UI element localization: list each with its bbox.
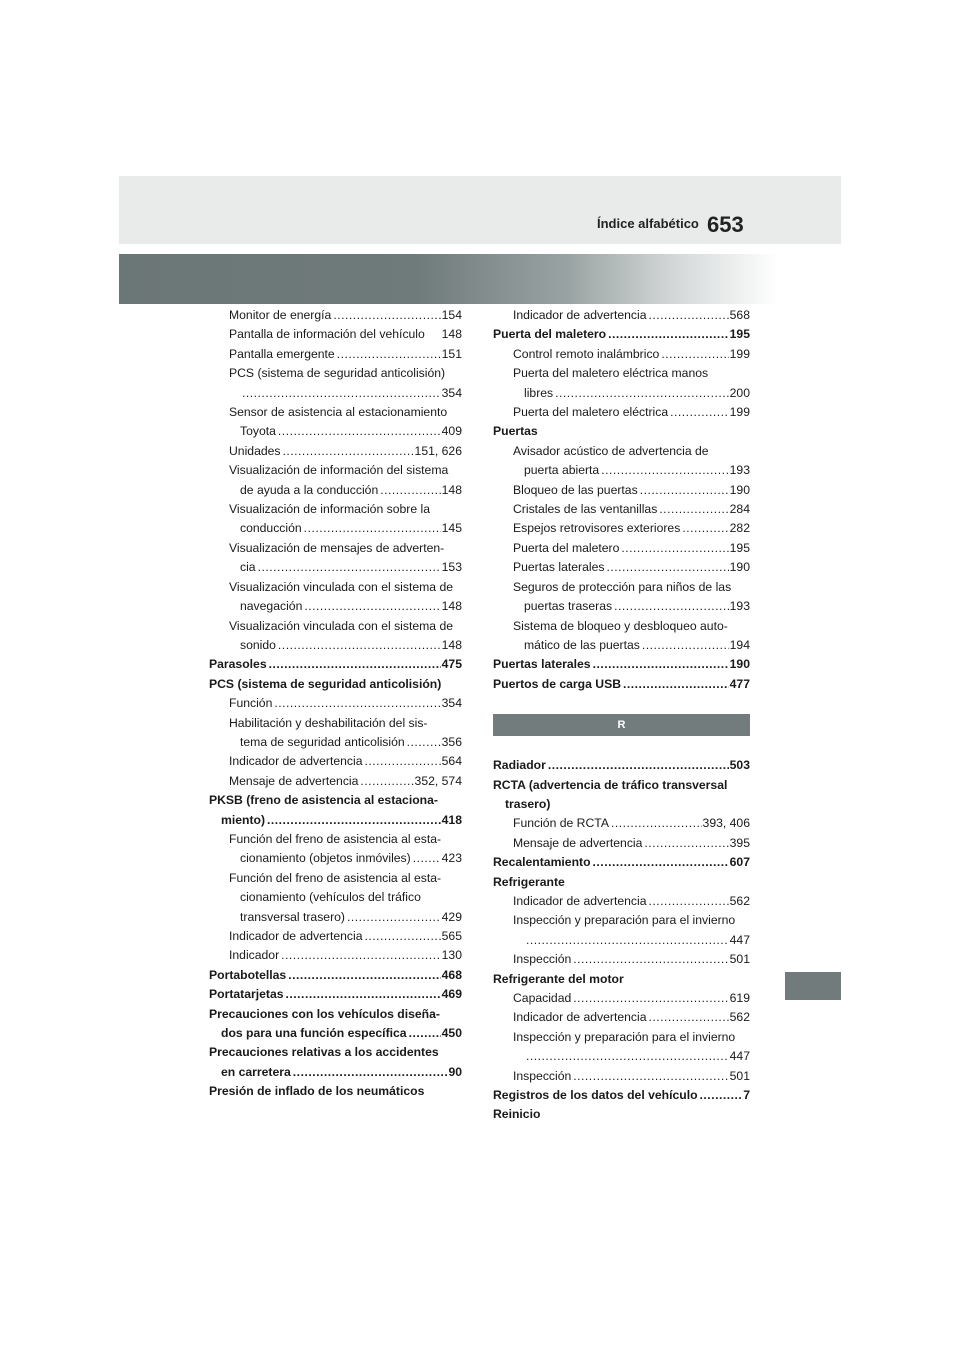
index-subentry xyxy=(493,911,750,930)
index-subentry xyxy=(209,733,462,752)
entry-text: Unidades xyxy=(229,443,281,458)
dot-leader xyxy=(648,1008,728,1027)
entry-text: Espejos retrovisores exteriores xyxy=(513,521,681,536)
entry-text: Habilitación y deshabilitación del sis- xyxy=(229,715,428,730)
dot-leader xyxy=(661,345,728,364)
index-subentry xyxy=(493,892,750,911)
index-subentry xyxy=(209,539,462,558)
dot-leader xyxy=(700,1086,743,1105)
entry-text: puertas traseras xyxy=(524,599,613,614)
page-ref: 148 xyxy=(441,327,462,342)
page-ref: 356 xyxy=(441,734,462,749)
dot-leader xyxy=(269,655,441,674)
entry-text: Avisador acústico de advertencia de xyxy=(513,443,709,458)
index-subentry xyxy=(493,558,750,577)
dot-leader xyxy=(601,461,728,480)
entry-text: Refrigerante xyxy=(493,874,565,889)
entry-text: Puerta del maletero xyxy=(493,327,607,342)
entry-text: Indicador de advertencia xyxy=(513,893,647,908)
page-ref: 469 xyxy=(441,987,462,1002)
index-subentry xyxy=(209,558,462,577)
section-title: Índice alfabético xyxy=(597,216,699,231)
page-ref: 450 xyxy=(441,1026,462,1041)
page-ref: 151 xyxy=(441,346,462,361)
index-subentry xyxy=(209,578,462,597)
dot-leader xyxy=(555,384,729,403)
index-subentry xyxy=(493,597,750,616)
page-ref: 354 xyxy=(441,696,462,711)
index-subentry xyxy=(493,442,750,461)
entry-text: cionamiento (vehículos del tráfico xyxy=(240,890,421,905)
dot-leader xyxy=(606,558,728,577)
index-subentry xyxy=(209,908,462,927)
index-subentry xyxy=(209,442,462,461)
entry-text: RCTA (advertencia de tráfico transversal xyxy=(493,777,728,792)
entry-text: Sensor de asistencia al estacionamiento xyxy=(229,405,448,420)
page-ref: 501 xyxy=(729,1068,750,1083)
page-ref: 447 xyxy=(729,1049,750,1064)
index-entry xyxy=(209,1005,462,1024)
index-subentry xyxy=(209,617,462,636)
section-header-r: R xyxy=(493,714,750,736)
page-ref: 607 xyxy=(729,855,750,870)
index-entry xyxy=(209,675,462,694)
entry-text: Portatarjetas xyxy=(209,987,284,1002)
entry-text: Puertos de carga USB xyxy=(493,676,622,691)
entry-text: Indicador de advertencia xyxy=(513,308,647,322)
index-subentry xyxy=(493,306,750,325)
dot-leader xyxy=(293,1063,448,1082)
entry-text: Visualización de mensajes de adverten- xyxy=(229,540,445,555)
index-entry xyxy=(493,1105,750,1124)
index-subentry xyxy=(493,461,750,480)
entry-text: Bloqueo de las puertas xyxy=(513,482,638,497)
entry-text: Inspección y preparación para el invierno xyxy=(513,1029,736,1044)
page-ref: 423 xyxy=(441,851,462,866)
entry-text: Pantalla emergente xyxy=(229,346,335,361)
dot-leader xyxy=(593,853,729,872)
page-ref: 7 xyxy=(743,1088,750,1103)
index-column-left xyxy=(209,306,462,1102)
index-entry xyxy=(493,776,750,795)
page-ref: 418 xyxy=(441,812,462,827)
index-subentry xyxy=(493,539,750,558)
page-ref: 564 xyxy=(441,754,462,769)
entry-text: Visualización de información sobre la xyxy=(229,502,430,517)
index-subentry xyxy=(493,989,750,1008)
dot-leader xyxy=(267,811,441,830)
entry-text: Puertas laterales xyxy=(513,560,605,575)
index-subentry xyxy=(209,830,462,849)
entry-text: Función del freno de asistencia al esta- xyxy=(229,870,442,885)
index-subentry xyxy=(209,306,462,325)
index-subentry xyxy=(209,422,462,441)
index-subentry xyxy=(209,772,462,791)
page-ref: 153 xyxy=(441,560,462,575)
dot-leader xyxy=(573,950,728,969)
entry-text: Refrigerante del motor xyxy=(493,971,624,986)
index-subentry xyxy=(493,364,750,383)
index-subentry xyxy=(493,814,750,833)
index-subentry xyxy=(493,1028,750,1047)
index-subentry xyxy=(493,1047,750,1066)
entry-text: Parasoles xyxy=(209,657,267,672)
page-ref: 130 xyxy=(441,948,462,963)
index-group-r xyxy=(493,756,750,1125)
page-ref: 468 xyxy=(441,967,462,982)
page-ref: 148 xyxy=(441,637,462,652)
page-ref: 190 xyxy=(729,482,750,497)
index-entry xyxy=(493,325,750,344)
index-subentry xyxy=(209,345,462,364)
chapter-tab xyxy=(785,972,841,1000)
index-entry xyxy=(209,1024,462,1043)
entry-text: Precauciones relativas a los accidentes xyxy=(209,1045,439,1060)
entry-text: Cristales de las ventanillas xyxy=(513,502,658,517)
dot-leader xyxy=(642,636,729,655)
index-subentry xyxy=(209,500,462,519)
entry-text: navegación xyxy=(240,599,303,614)
page-ref: 190 xyxy=(729,560,750,575)
page-ref: 148 xyxy=(441,482,462,497)
entry-text: Pantalla de información del vehículo xyxy=(229,327,425,342)
page-ref: 193 xyxy=(729,463,750,478)
page-ref: 501 xyxy=(729,952,750,967)
entry-text: Puerta del maletero xyxy=(513,540,620,555)
dot-leader xyxy=(409,1024,441,1043)
index-subentry xyxy=(209,714,462,733)
dot-leader xyxy=(526,931,729,950)
dot-leader xyxy=(611,814,702,833)
index-subentry xyxy=(209,636,462,655)
entry-text: trasero) xyxy=(505,796,551,811)
page-number: 653 xyxy=(707,212,744,237)
entry-text: Función del freno de asistencia al esta- xyxy=(229,831,442,846)
decorative-band xyxy=(119,254,779,304)
dot-leader xyxy=(608,325,729,344)
dot-leader xyxy=(283,442,414,461)
index-entry xyxy=(493,675,750,694)
entry-text: Radiador xyxy=(493,758,546,773)
entry-text: Presión de inflado de los neumáticos xyxy=(209,1084,425,1099)
dot-leader xyxy=(659,500,728,519)
entry-text: Reinicio xyxy=(493,1107,541,1122)
index-subentry xyxy=(493,1008,750,1027)
index-subentry xyxy=(493,1067,750,1086)
dot-leader xyxy=(623,675,729,694)
page-ref: 145 xyxy=(441,521,462,536)
entry-text: Seguros de protección para niños de las xyxy=(513,579,732,594)
entry-text: dos para una función específica xyxy=(221,1026,407,1041)
entry-text: cionamiento (objetos inmóviles) xyxy=(240,851,411,866)
entry-text: Inspección xyxy=(513,1068,572,1083)
dot-leader xyxy=(640,481,729,500)
index-subentry xyxy=(493,578,750,597)
page-ref: 562 xyxy=(729,893,750,908)
page-ref: 190 xyxy=(729,657,750,672)
page-ref: 409 xyxy=(441,424,462,439)
dot-leader xyxy=(648,892,728,911)
dot-leader xyxy=(648,306,728,325)
entry-text: Control remoto inalámbrico xyxy=(513,346,660,361)
index-entry xyxy=(209,811,462,830)
index-subentry xyxy=(209,597,462,616)
dot-leader xyxy=(360,772,413,791)
index-entry xyxy=(209,791,462,810)
index-entry xyxy=(209,985,462,1004)
index-entry xyxy=(493,795,750,814)
index-subentry xyxy=(209,384,462,403)
index-entry xyxy=(209,1082,462,1101)
page-ref: 200 xyxy=(729,385,750,400)
dot-leader xyxy=(288,966,440,985)
index-entry xyxy=(493,756,750,775)
dot-leader xyxy=(644,834,728,853)
index-subentry xyxy=(209,364,462,383)
page-ref: 619 xyxy=(729,991,750,1005)
entry-text: Función de RCTA xyxy=(513,816,609,831)
dot-leader xyxy=(614,597,729,616)
entry-text: Mensaje de advertencia xyxy=(229,773,359,788)
index-subentry xyxy=(493,345,750,364)
page-ref: 562 xyxy=(729,1010,750,1025)
entry-text: mático de las puertas xyxy=(524,637,640,652)
entry-text: Inspección xyxy=(513,952,572,967)
entry-text: Capacidad xyxy=(513,991,572,1005)
page-ref: 429 xyxy=(441,909,462,924)
entry-text: Puertas xyxy=(493,424,538,439)
page-ref: 194 xyxy=(729,637,750,652)
entry-text: Indicador xyxy=(229,948,280,963)
dot-leader xyxy=(548,756,729,775)
entry-text: transversal trasero) xyxy=(240,909,345,924)
dot-leader xyxy=(304,597,440,616)
page-ref: 193 xyxy=(729,599,750,614)
index-subentry xyxy=(209,519,462,538)
page-ref: 475 xyxy=(441,657,462,672)
index-subentry xyxy=(209,325,462,344)
entry-text: Puertas laterales xyxy=(493,657,591,672)
index-group-p xyxy=(493,306,750,694)
dot-leader xyxy=(670,403,729,422)
entry-text: cia xyxy=(240,560,256,575)
dot-leader xyxy=(286,985,441,1004)
entry-text: Inspección y preparación para el invierno xyxy=(513,913,736,928)
page-ref: 154 xyxy=(441,308,462,322)
entry-text: Puerta del maletero eléctrica xyxy=(513,405,669,420)
dot-leader xyxy=(347,908,441,927)
index-subentry xyxy=(493,519,750,538)
page-ref: 195 xyxy=(729,327,750,342)
index-subentry xyxy=(209,888,462,907)
entry-text: Indicador de advertencia xyxy=(513,1010,647,1025)
entry-text: Portabotellas xyxy=(209,967,287,982)
dot-leader xyxy=(333,306,440,325)
index-subentry xyxy=(209,403,462,422)
dot-leader xyxy=(274,694,440,713)
index-subentry xyxy=(209,849,462,868)
dot-leader xyxy=(413,849,441,868)
entry-text: Indicador de advertencia xyxy=(229,929,363,943)
entry-text: Indicador de advertencia xyxy=(229,754,363,769)
page-ref: 477 xyxy=(729,676,750,691)
index-entry xyxy=(209,1043,462,1062)
entry-text: PCS (sistema de seguridad anticolisión) xyxy=(229,366,446,381)
dot-leader xyxy=(281,946,441,965)
index-entry xyxy=(493,655,750,674)
entry-text: Visualización vinculada con el sistema de xyxy=(229,618,454,633)
entry-text: Sistema de bloqueo y desbloqueo auto- xyxy=(513,618,728,633)
index-entry xyxy=(209,1063,462,1082)
entry-text: Monitor de energía xyxy=(229,308,332,322)
dot-leader xyxy=(526,1047,729,1066)
page-ref: 568 xyxy=(729,308,750,322)
index-subentry xyxy=(209,461,462,480)
dot-leader xyxy=(621,539,728,558)
entry-text: libres xyxy=(524,385,554,400)
page-ref: 199 xyxy=(729,346,750,361)
dot-leader xyxy=(258,558,441,577)
entry-text: Registros de los datos del vehículo xyxy=(493,1088,698,1103)
dot-leader xyxy=(364,752,440,771)
index-entry xyxy=(493,873,750,892)
entry-text: PKSB (freno de asistencia al estaciona- xyxy=(209,793,438,808)
index-column-right xyxy=(493,306,750,1125)
dot-leader xyxy=(573,989,728,1008)
page-ref: 447 xyxy=(729,932,750,947)
index-subentry xyxy=(493,403,750,422)
dot-leader xyxy=(304,519,441,538)
page-ref: 393, 406 xyxy=(702,816,750,831)
index-entry xyxy=(493,853,750,872)
dot-leader xyxy=(407,733,441,752)
page-ref: 195 xyxy=(729,540,750,555)
entry-text: puerta abierta xyxy=(524,463,600,478)
index-entry xyxy=(209,966,462,985)
index-entry xyxy=(493,422,750,441)
entry-text: tema de seguridad anticolisión xyxy=(240,734,405,749)
dot-leader xyxy=(278,636,441,655)
index-subentry xyxy=(493,481,750,500)
index-subentry xyxy=(493,617,750,636)
entry-text: Función xyxy=(229,696,273,711)
dot-leader xyxy=(380,481,440,500)
entry-text: Mensaje de advertencia xyxy=(513,835,643,850)
entry-text: miento) xyxy=(221,812,266,827)
entry-text: de ayuda a la conducción xyxy=(240,482,379,497)
page-ref: 151, 626 xyxy=(414,443,462,458)
page-ref: 282 xyxy=(729,521,750,536)
index-subentry xyxy=(209,752,462,771)
index-subentry xyxy=(493,950,750,969)
page-ref: 395 xyxy=(729,835,750,850)
entry-text: Visualización vinculada con el sistema de xyxy=(229,579,454,594)
index-subentry xyxy=(493,834,750,853)
entry-text: en carretera xyxy=(221,1064,291,1079)
index-subentry xyxy=(493,931,750,950)
entry-text: Recalentamiento xyxy=(493,855,591,870)
page-ref: 90 xyxy=(448,1064,462,1079)
index-subentry xyxy=(209,927,462,946)
index-subentry xyxy=(209,946,462,965)
index-subentry xyxy=(493,636,750,655)
index-subentry xyxy=(209,481,462,500)
page-ref: 352, 574 xyxy=(414,773,462,788)
page-ref: 284 xyxy=(729,502,750,517)
index-entry xyxy=(493,970,750,989)
page-ref: 354 xyxy=(441,385,462,400)
entry-text: Precauciones con los vehículos diseña- xyxy=(209,1006,440,1021)
dot-leader xyxy=(278,422,441,441)
dot-leader xyxy=(593,655,729,674)
page-ref: 199 xyxy=(729,405,750,420)
entry-text: Puerta del maletero eléctrica manos xyxy=(513,366,709,381)
dot-leader xyxy=(573,1067,728,1086)
index-subentry xyxy=(209,869,462,888)
page-ref: 148 xyxy=(441,599,462,614)
index-subentry xyxy=(209,694,462,713)
index-entry xyxy=(493,1086,750,1105)
dot-leader xyxy=(364,927,440,946)
dot-leader xyxy=(682,519,728,538)
entry-text: sonido xyxy=(240,637,276,652)
page-ref: 503 xyxy=(729,758,750,773)
page-ref: 565 xyxy=(441,929,462,943)
entry-text: Visualización de información del sistema xyxy=(229,463,449,478)
index-subentry xyxy=(493,500,750,519)
index-entry xyxy=(209,655,462,674)
index-subentry xyxy=(493,384,750,403)
dot-leader xyxy=(242,384,441,403)
dot-leader xyxy=(337,345,441,364)
entry-text: conducción xyxy=(240,521,302,536)
entry-text: PCS (sistema de seguridad anticolisión) xyxy=(209,676,442,691)
entry-text: Toyota xyxy=(240,424,276,439)
